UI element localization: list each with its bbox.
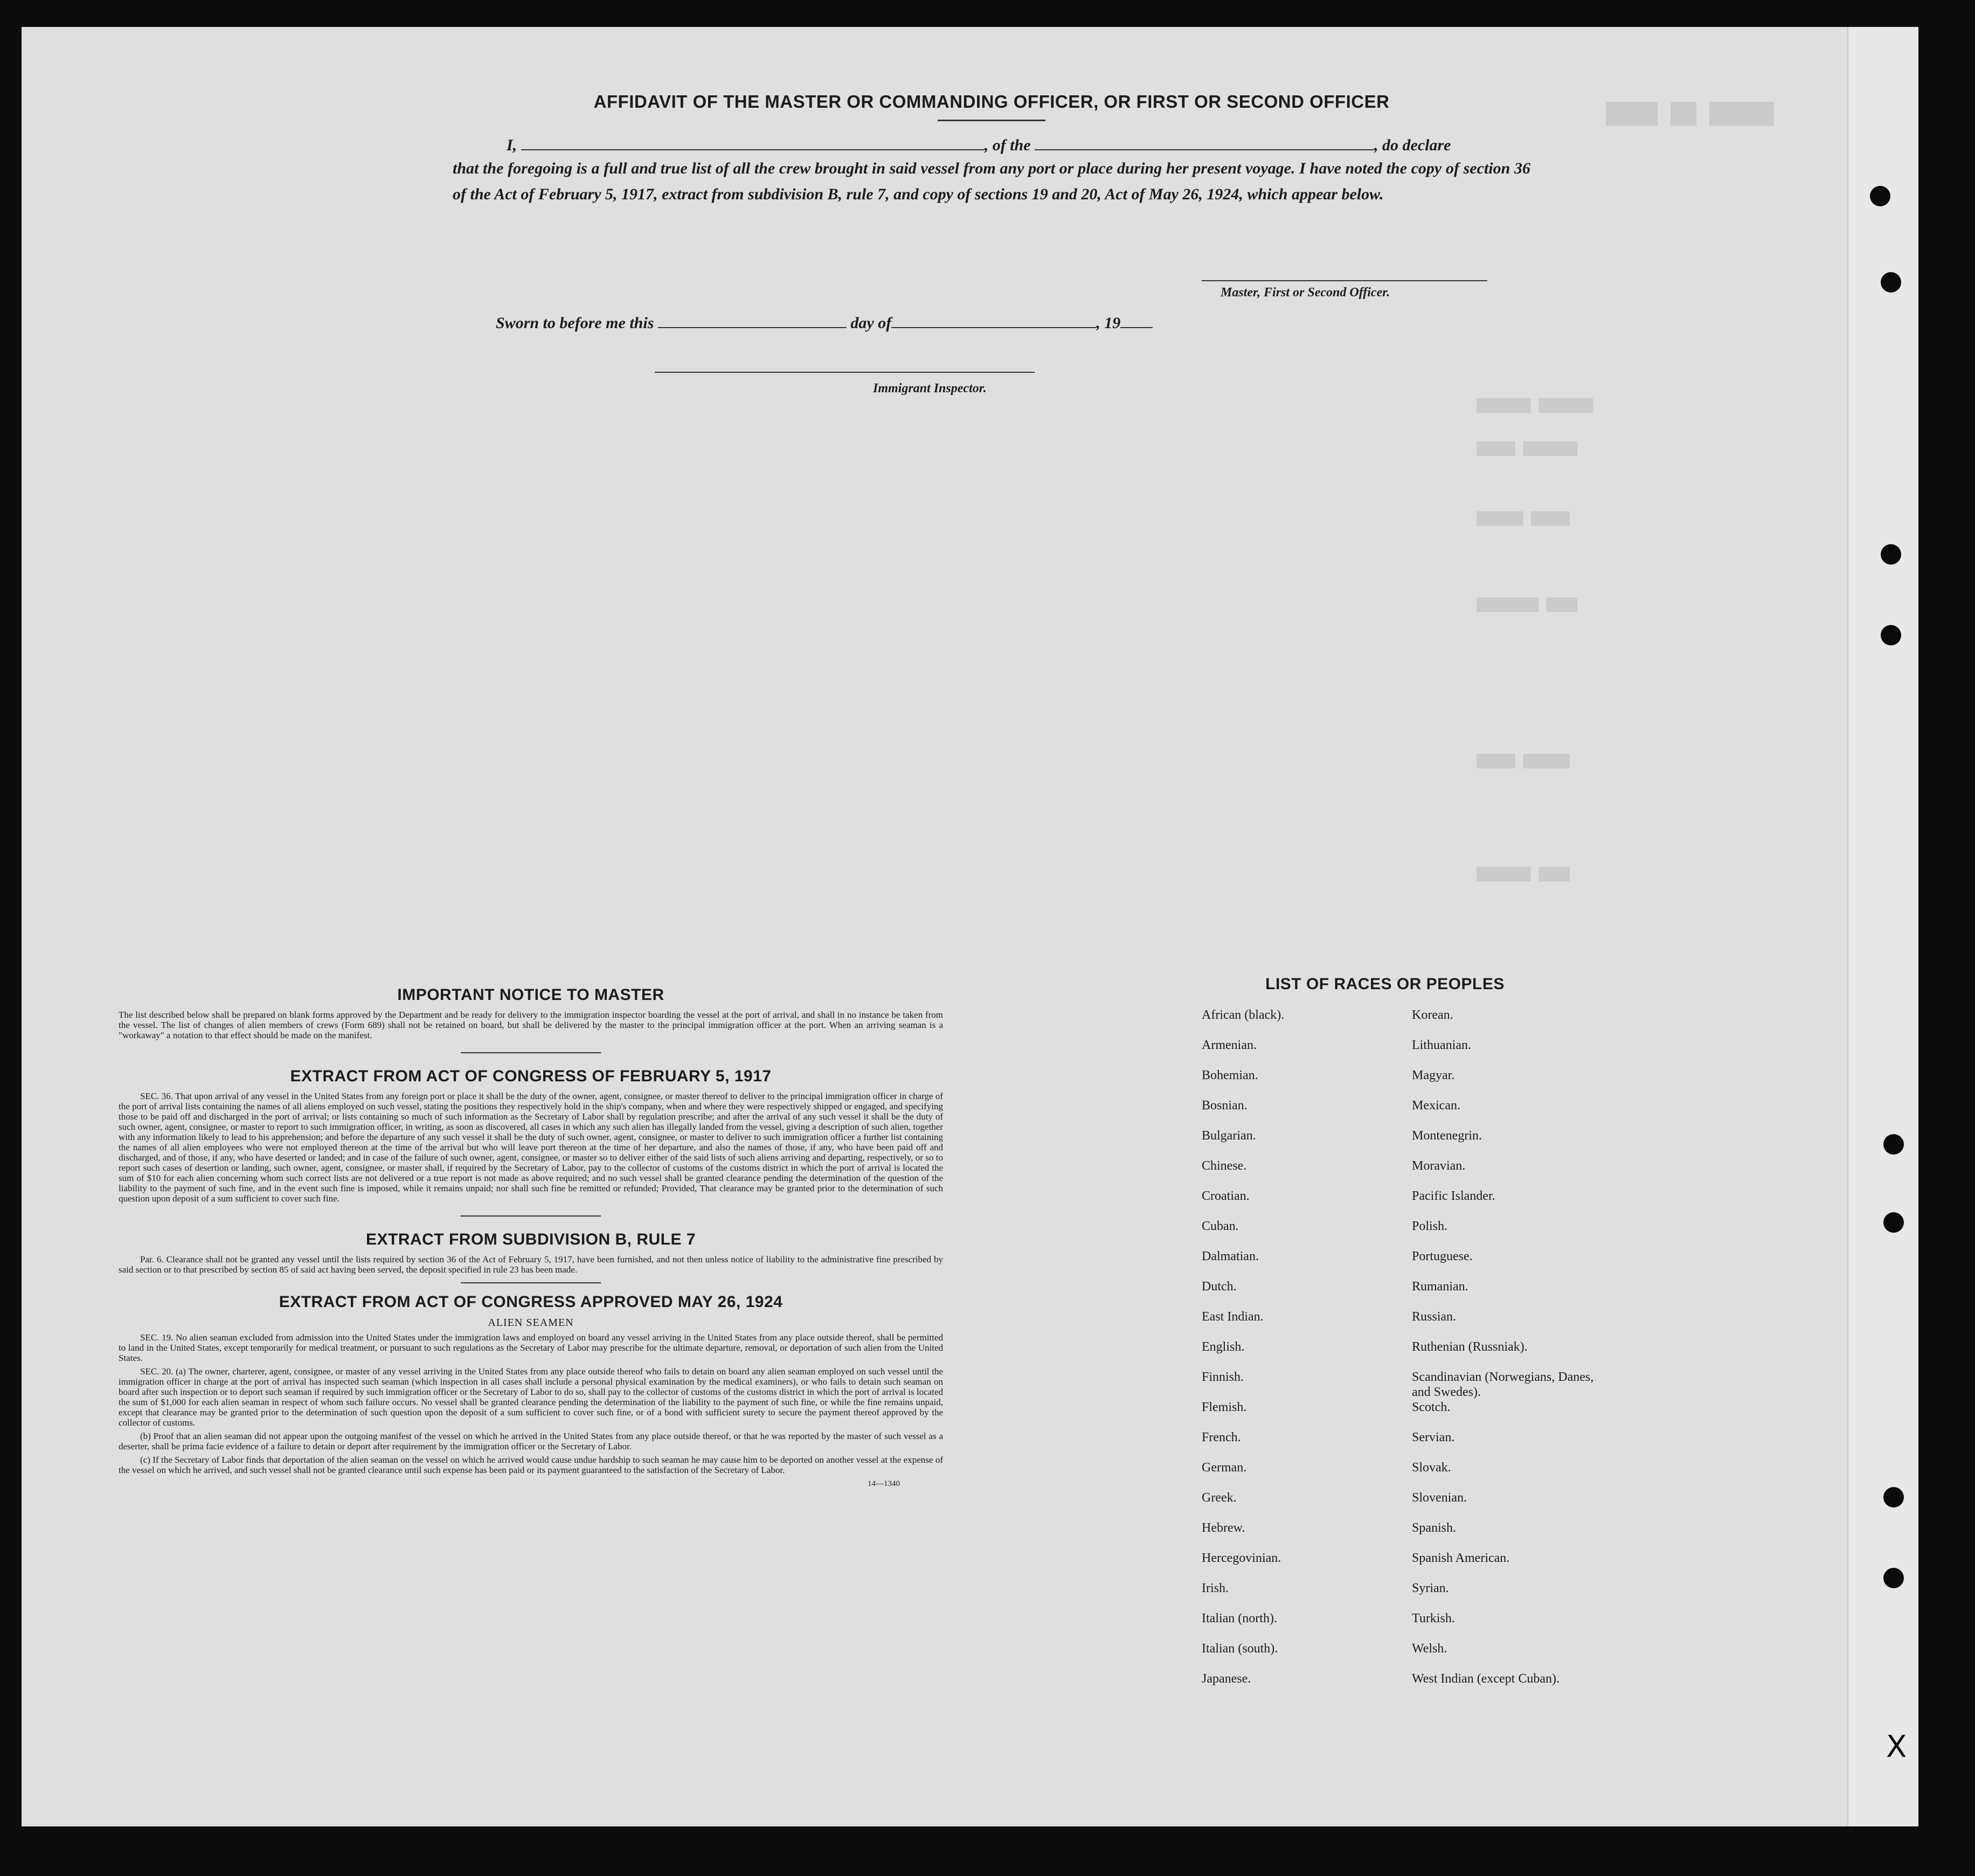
punch-hole (1881, 625, 1901, 645)
alien-seamen-heading: ALIEN SEAMEN (488, 1317, 574, 1329)
section-divider (461, 1282, 601, 1283)
race-item: French. (1202, 1430, 1241, 1444)
punch-hole (1881, 544, 1901, 565)
race-item: Syrian. (1412, 1581, 1449, 1595)
race-item: Montenegrin. (1412, 1129, 1482, 1143)
race-item: Slovenian. (1412, 1491, 1467, 1505)
race-item: Turkish. (1412, 1611, 1455, 1625)
sworn-month-field[interactable] (891, 311, 1096, 328)
race-item: English. (1202, 1340, 1245, 1354)
race-item: Chinese. (1202, 1159, 1247, 1173)
race-item: Scandinavian (Norwegians, Danes, and Swedes). (1412, 1370, 1594, 1399)
race-item: Spanish. (1412, 1521, 1457, 1535)
race-item: Italian (north). (1202, 1611, 1277, 1625)
of-the-label: , of the (984, 136, 1031, 154)
section-divider (461, 1215, 601, 1217)
sworn-line (496, 310, 1304, 337)
race-item: Bulgarian. (1202, 1129, 1256, 1143)
race-item: Welsh. (1412, 1642, 1447, 1656)
race-item: Scotch. (1412, 1400, 1451, 1414)
handwritten-margin-mark: X (1886, 1729, 1907, 1764)
race-item: East Indian. (1202, 1310, 1264, 1324)
declarant-line (453, 132, 1530, 159)
declarant-label: I, (507, 136, 517, 154)
subdivision-b-text: Par. 6. Clearance shall not be granted any vessel until the lists required by section 36 of the Act of February 5, 1917, have been furnished, and not then unless notice of liability to the administrative fine prescribed by said section or to that prescribed by section 85 of said act having been served, the deposit specified in rule 23 has been made. (119, 1254, 943, 1275)
extract-1917-text: SEC. 36. That upon arrival of any vessel in the United States from any foreign port or place it shall be the duty of the owner, agent, consignee, or master thereof to deliver to the principal immigration officer in charge of the port of arrival lists containing the names of all aliens employed on such vessel, stating the positions they respectively hold in the ship's company, when and where they were respectively shipped or engaged, and specifying those to be paid off and discharged in the port of arrival; or lists containing so much of such information as the Secretary of Labor shall by regulation prescribe; and after the arrival of any such vessel it shall be the duty of such owner, agent, consignee, or master to report to such immigration officer, in writing, as soon as discovered, all cases in which any such alien has illegally landed from the vessel, giving a description of such alien, together with any information likely to lead to his apprehension; and before the departure of any such vessel it shall be the duty of such owner, agent, consignee, or master to deliver to such immigration officer a further list containing the names of all alien employees who were not employed thereon at the time of the arrival but who will leave port thereon at the time of her departure, and also the names of those, if any, who have been paid off and discharged, and of those, if any, who have deserted or landed; and in case of the failure of such owner, agent, consignee, or master so to deliver either of the said lists of such aliens arriving and departing, respectively, or so to report such cases of desertion or landing, such owner, agent, consignee, or master shall, if required by the Secretary of Labor, pay to the collector of customs of the customs district in which the port of arrival is located the sum of $10 for each alien concerning whom such correct lists are not delivered or a true report is not made as above required; and no such vessel shall be granted clearance pending the determination of the question of the liability to the payment of such fine, and in the event such fine is imposed, while it remains unpaid; nor shall such fine be remitted or refunded; Provided, That clearance may be granted prior to the determination of such question upon deposit of a sum sufficient to cover such fine. (119, 1091, 943, 1204)
document-page: ████ ██ █████ ███████ ███████ █████ ███████ ██████ █████ ████████ ████ █████ ██████ ███████ ████ AFFIDAVIT OF THE MASTER OR COMMANDING OFFICER, OR FIRST OR SECOND OFFICER I, , of the , do declare that the foregoing is a full and true list of all the crew brought in said vessel from any port or place during her present voyage. I have noted the copy of section 36 of the Act of February 5, 1917, extract from subdivision B, rule 7, and copy of sections 19 and 20, Act of May 26, 1924, which appear below. Master, First or Second Officer. Sworn to before me this day of , 19 Immigrant Inspector. IMPORTANT NOTICE TO MASTER The list described below shall be prepared on blank forms approved by the Department and be ready for delivery to the immigration inspector boarding the vessel at the port of arrival, and shall in no instance be taken from the vessel. The list of changes of alien members of crews (Form 689) shall not be retained on board, but shall be delivered by the master to the principal immigration officer at the port. When an arriving seaman is a "workaway" a notation to that effect should be made on the manifest. EXTRACT FROM ACT OF CONGRESS OF FEBRUARY 5, 1917 SEC. 36. That upon arrival of any vessel in the United States from any foreign port or place it shall be the duty of the owner, agent, consignee, or master thereof to deliver to the principal immigration officer in charge of the port of arrival lists containing the names of all aliens employed on such vessel, stating the positions they respectively hold in the ship's company, when and where they were respectively shipped or engaged, and specifying those to be paid off and discharged in the port of arrival; or lists containing so much of such information as the Secretary of Labor shall by regulation prescribe; and after the arrival of any such vessel it shall be the duty of such owner, agent, consignee, or master to report to such immigration officer, in writing, as soon as discovered, all cases in which any such alien has illegally landed from the vessel, giving a description of such alien, together with any information likely to lead to his apprehension; and before the departure of any such vessel it shall be the duty of such owner, agent, consignee, or master to deliver to such immigration officer a further list containing the names of all alien employees who were not employed thereon at the time of the arrival but who will leave port thereon at the time of her departure, and also the names of those, if any, who have been paid off and discharged, and of those, if any, who have deserted or landed; and in case of the failure of such owner, agent, consignee, or master so to deliver either of the said lists of such aliens arriving and departing, respectively, or so to report such cases of desertion or landing, such owner, agent, consignee, or master shall, if required by the Secretary of Labor, pay to the collector of customs of the customs district in which the port of arrival is located the sum of $10 for each alien concerning whom such correct lists are not delivered or a true report is not made as above required; and no such vessel shall be granted clearance pending the determination of the question of the liability to the payment of such fine, and in the event such fine is imposed, while it remains unpaid; nor shall such fine be remitted or refunded; Provided, That clearance may be granted prior to the determination of such question upon deposit of a sum sufficient to cover such fine. EXTRACT FROM SUBDIVISION B, RULE 7 Par. 6. Clearance shall not be granted any vessel until the lists required by section 36 of the Act of February 5, 1917, have been furnished, and not then unless notice of liability to the administrative fine prescribed by said section or to that prescribed by section 85 of said act having been served, the deposit specified in rule 23 has been made. EXTRACT FROM ACT OF CONGRESS APPROVED MAY 26, 1924 ALIEN SEAMEN SEC. 19. No alien seaman excluded from admission into the United States under the immigration laws and employed on board any vessel arriving in the United States from any place outside thereof, shall be permitted to land in the United States, except temporarily for medical treatment, or pursuant to such regulations as the Secretary of Labor may prescribe for the ultimate departure, removal, or deportation of such alien from the United States. SEC. 20. (a) The owner, charterer, agent, consignee, or master of any vessel arriving in the United States from any place outside thereof who fails to detain on board any alien seaman employed on such vessel until the immigration officer in charge at the port of arrival has inspected such seaman (which inspection in all cases shall include a personal physical examination by the medical examiners), or who fails to detain such seaman on board after such inspection or to deport such seaman if required by such immigration officer or the Secretary of Labor to do so, shall pay to the collector of customs of the customs district in which the port of arrival is located the sum of $1,000 for each alien seaman in respect of whom such failure occurs. No vessel shall be granted clearance pending the determination of the liability to the payment of such fine, or while the fine remains unpaid, except that clearance may be granted prior to the determination of such question upon the deposit of a sum sufficient to cover such fine, or of a bond with sufficient surety to secure the payment thereof approved by the collector of customs. (b) Proof that an alien seaman did not appear upon the outgoing manifest of the vessel on which he arrived in the United States from any place outside thereof, or that he was reported by the master of such vessel as a deserter, shall be prima facie evidence of a failure to detain or deport after requirement by the immigration officer or the Secretary of Labor. (c) If the Secretary of Labor finds that deportation of the alien seaman on the vessel on which he arrived would cause undue hardship to such seaman he may cause him to be deported on another vessel at the expense of the vessel on which he arrived, and such vessel shall not be granted clearance until such expense has been paid or its payment guaranteed to the satisfaction of the Secretary of Labor. 14—1340 LIST OF RACES OR PEOPLES African (black). Armenian. Bohemian. Bosnian. Bulgarian. Chinese. Croatian. Cuban. Dalmatian. Dutch. East Indian. English. Finnish. Flemish. French. German. Greek. Hebrew. Hercegovinian. Irish. Italian (north). Italian (south). Japanese. Korean. Lithuanian. Magyar. Mexican. Montenegrin. Moravian. Pacific Islander. Polish. Portuguese. Rumanian. Russian. Ruthenian (Russniak). Scandinavian (Norwegians, Danes, and Swedes). Scotch. Servian. Slovak. Slovenian. Spanish. Spanish American. Syrian. Turkish. Welsh. West Indian (except Cuban). X (22, 27, 1918, 1826)
year-label: , 19 (1096, 314, 1121, 332)
race-item: Russian. (1412, 1310, 1457, 1324)
races-left-column (1202, 1008, 1396, 1701)
sworn-year-field[interactable] (1120, 311, 1153, 328)
races-title: LIST OF RACES OR PEOPLES (1265, 975, 1505, 993)
declarant-name-field[interactable] (521, 133, 985, 150)
race-item: Mexican. (1412, 1099, 1460, 1113)
section-20a-text: SEC. 20. (a) The owner, charterer, agent, consignee, or master of any vessel arriving in the United States from any place outside thereof who fails to detain on board any alien seaman employed on such vessel until the immigration officer in charge at the port of arrival has inspected such seaman (which inspection in all cases shall include a personal physical examination by the medical examiners), or who fails to detain such seaman on board after such inspection or to deport such seaman if required by such immigration officer or the Secretary of Labor to do so, shall pay to the collector of customs of the customs district in which the port of arrival is located the sum of $1,000 for each alien seaman in respect of whom such failure occurs. No vessel shall be granted clearance pending the determination of the liability to the payment of such fine, or while the fine remains unpaid, except that clearance may be granted prior to the determination of such question upon the deposit of a sum sufficient to cover such fine, or of a bond with sufficient surety to secure the payment thereof approved by the collector of customs. (119, 1366, 943, 1428)
form-number: 14—1340 (868, 1479, 900, 1488)
punch-hole (1883, 1568, 1904, 1588)
race-item: Greek. (1202, 1491, 1237, 1505)
race-item: Japanese. (1202, 1672, 1251, 1686)
race-item: Korean. (1412, 1008, 1453, 1022)
race-item: Lithuanian. (1412, 1038, 1471, 1052)
sworn-day-field[interactable] (658, 311, 847, 328)
affidavit-body: that the foregoing is a full and true list of all the crew brought in said vessel from any port or place during her present voyage. I have noted the copy of section 36 of the Act of February 5, 1917, extract from subdivision B, rule 7, and copy of sections 19 and 20, Act of May 26, 1924, which appear below. (453, 159, 1530, 203)
race-item: Magyar. (1412, 1068, 1455, 1082)
race-item: Portuguese. (1412, 1249, 1473, 1263)
inspector-signature-line[interactable] (655, 372, 1035, 373)
punch-hole (1883, 1487, 1904, 1507)
section-19-text: SEC. 19. No alien seaman excluded from admission into the United States under the immigration laws and employed on board any vessel arriving in the United States from any place outside thereof, shall be permitted to land in the United States, except temporarily for medical treatment, or pursuant to such regulations as the Secretary of Labor may prescribe for the ultimate departure, removal, or deportation of such alien from the United States. (119, 1332, 943, 1363)
inspector-signature-label: Immigrant Inspector. (873, 381, 987, 395)
race-item: African (black). (1202, 1008, 1285, 1022)
section-divider (461, 1052, 601, 1053)
race-item: German. (1202, 1461, 1247, 1475)
extract-1917-title: EXTRACT FROM ACT OF CONGRESS OF FEBRUARY 5, 1917 (290, 1067, 772, 1085)
extract-1924-title: EXTRACT FROM ACT OF CONGRESS APPROVED MAY 26, 1924 (279, 1293, 783, 1311)
races-section (1196, 975, 1594, 1762)
notice-title: IMPORTANT NOTICE TO MASTER (397, 986, 664, 1004)
legal-notices-column (119, 986, 943, 1489)
race-item: Hebrew. (1202, 1521, 1245, 1535)
race-item: Spanish American. (1412, 1551, 1510, 1565)
page-edge (1847, 27, 1918, 1826)
race-item: Moravian. (1412, 1159, 1466, 1173)
affidavit-title: AFFIDAVIT OF THE MASTER OR COMMANDING OFFICER, OR FIRST OR SECOND OFFICER (593, 92, 1390, 112)
race-item: Finnish. (1202, 1370, 1244, 1384)
notice-text: The list described below shall be prepared on blank forms approved by the Department and be ready for delivery to the immigration inspector boarding the vessel at the port of arrival, and shall in no instance be taken from the vessel. The list of changes of alien members of crews (Form 689) shall not be retained on board, but shall be delivered by the master to the principal immigration officer at the port. When an arriving seaman is a "workaway" a notation to that effect should be made on the manifest. (119, 1010, 943, 1040)
race-item: Bosnian. (1202, 1099, 1248, 1113)
race-item: Servian. (1412, 1430, 1455, 1444)
race-item: Bohemian. (1202, 1068, 1258, 1082)
punch-hole (1883, 1134, 1904, 1155)
subdivision-b-title: EXTRACT FROM SUBDIVISION B, RULE 7 (365, 1231, 696, 1248)
race-item: Slovak. (1412, 1461, 1451, 1475)
sworn-label: Sworn to before me this (496, 314, 654, 332)
races-right-column (1412, 1008, 1595, 1701)
vessel-field[interactable] (1035, 133, 1374, 150)
race-item: Ruthenian (Russniak). (1412, 1340, 1528, 1354)
race-item: Irish. (1202, 1581, 1229, 1595)
race-item: Dutch. (1202, 1280, 1237, 1294)
punch-hole (1883, 1212, 1904, 1233)
race-item: Dalmatian. (1202, 1249, 1259, 1263)
race-item: Flemish. (1202, 1400, 1247, 1414)
day-of-label: day of (850, 314, 892, 332)
race-item: Polish. (1412, 1219, 1448, 1233)
race-item: Rumanian. (1412, 1280, 1468, 1294)
race-item: Croatian. (1202, 1189, 1250, 1203)
title-rule (938, 120, 1045, 121)
master-signature-line[interactable] (1202, 280, 1487, 281)
race-item: Italian (south). (1202, 1642, 1278, 1656)
master-signature-label: Master, First or Second Officer. (1221, 286, 1390, 300)
section-20c-text: (c) If the Secretary of Labor finds that deportation of the alien seaman on the vessel on which he arrived would cause undue hardship to such seaman he may cause him to be deported on another vessel at the expense of the vessel on which he arrived, and such vessel shall not be granted clearance until such expense has been paid or its payment guaranteed to the satisfaction of the Secretary of Labor. (119, 1455, 943, 1475)
race-item: Pacific Islander. (1412, 1189, 1495, 1203)
section-20b-text: (b) Proof that an alien seaman did not appear upon the outgoing manifest of the vessel on which he arrived in the United States from any place outside thereof, or that he was reported by the master of such vessel as a deserter, shall be prima facie evidence of a failure to detain or deport after requirement by the immigration officer or the Secretary of Labor. (119, 1431, 943, 1451)
affidavit-section (453, 92, 1530, 207)
declare-label: , do declare (1374, 136, 1451, 154)
race-item: Armenian. (1202, 1038, 1257, 1052)
races-list (1196, 1008, 1594, 1762)
punch-hole (1870, 186, 1890, 206)
race-item: West Indian (except Cuban). (1412, 1672, 1560, 1686)
race-item: Hercegovinian. (1202, 1551, 1281, 1565)
punch-hole (1881, 272, 1901, 293)
race-item: Cuban. (1202, 1219, 1239, 1233)
